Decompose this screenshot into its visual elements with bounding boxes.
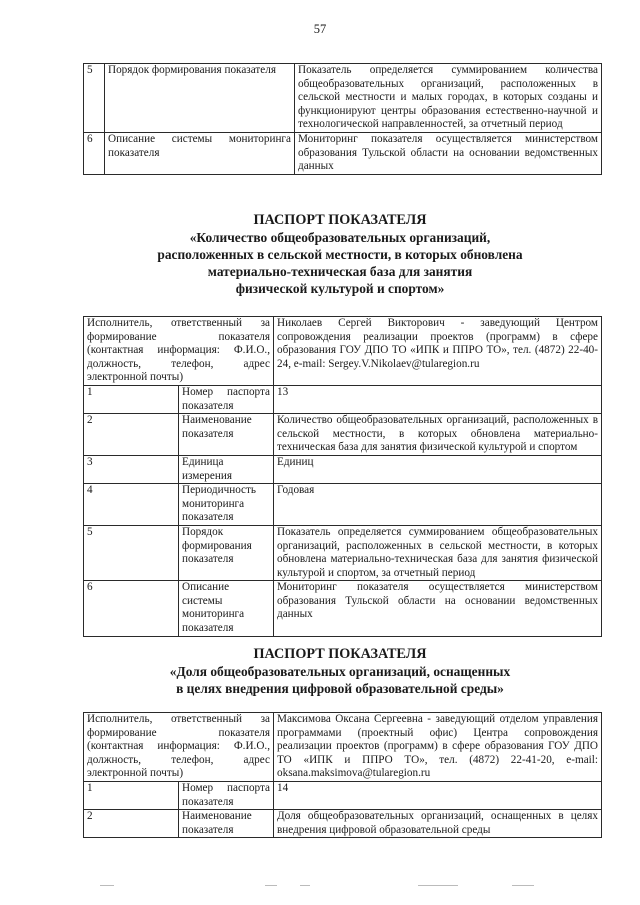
table-row [84,484,602,526]
table-row [84,64,602,133]
row-value: 13 [274,385,602,413]
passport2-title: ПАСПОРТ ПОКАЗАТЕЛЯ [253,646,427,662]
row-value: Доля общеобразовательных организаций, оснащенных в целях внедрения цифровой образовательной среды [274,810,602,838]
row-number: 1 [84,781,179,809]
executor-value: Максимова Оксана Сергеевна - заведующий отделом управления программами (проектный офис) Центра сопровождения реализации проектов (программ) в сфере образования ГОУ ДПО ТО «ИПК и ППРО ТО», тел. (4872) 22-41-20, e-mail: oksana.maksimova@tularegion.ru [274,713,602,782]
row-label: Периодичность мониторинга показателя [179,484,274,526]
continuation-table [83,63,602,175]
row-value: Единиц [274,455,602,483]
row-label: Наименование показателя [179,414,274,456]
table-row [84,132,602,174]
passport1-title: ПАСПОРТ ПОКАЗАТЕЛЯ [253,212,427,228]
row-value: 14 [274,781,602,809]
passport1-heading [60,212,620,297]
executor-value: Николаев Сергей Викторович - заведующий Центром сопровождения реализации проектов (программ) в сфере образования ГОУ ДПО ТО «ИПК и ППРО ТО», тел. (4872) 22-40-24, e-mail: Sergey.V.Nikolaev@tularegion.ru [274,317,602,386]
executor-row [84,713,602,782]
row-label: Описание системы мониторинга показателя [179,581,274,636]
row-number: 2 [84,414,179,456]
row-number: 6 [84,581,179,636]
row-value: Количество общеобразовательных организаций, расположенных в сельской местности, в которых обновлена материально-техническая база для занятия физической культурой и спортом [274,414,602,456]
row-value: Показатель определяется суммированием общеобразовательных организаций, расположенных в сельской местности, в которых обновлена материально-техническая база для занятия физической культурой и спортом, за отчетный период [274,525,602,580]
row-value: Годовая [274,484,602,526]
executor-label: Исполнитель, ответственный за формирование показателя (контактная информация: Ф.И.О., должность, телефон, адрес электронной почты) [84,317,274,386]
row-number: 6 [84,132,105,174]
passport2-subtitle-line: «Доля общеобразовательных организаций, оснащенных [169,664,511,679]
table-row [84,810,602,838]
table-row [84,455,602,483]
row-label: Описание системы мониторинга показателя [105,132,295,174]
row-label: Порядок формирования показателя [105,64,295,133]
row-number: 3 [84,455,179,483]
table-row [84,414,602,456]
page-number: 57 [313,22,327,36]
row-value: Мониторинг показателя осуществляется министерством образования Тульской области на основании ведомственных данных [274,581,602,636]
row-number: 2 [84,810,179,838]
executor-label: Исполнитель, ответственный за формирование показателя (контактная информация: Ф.И.О., должность, телефон, адрес электронной почты) [84,713,274,782]
scan-artifacts [0,885,640,891]
passport1-subtitle-line: материально-техническая база для занятия [207,264,473,279]
table-row [84,385,602,413]
table-row [84,525,602,580]
passport2-subtitle-line: в целях внедрения цифровой образовательной среды» [176,681,504,696]
row-label: Порядок формирования показателя [179,525,274,580]
passport2-heading [60,646,620,697]
table-row [84,581,602,636]
passport1-subtitle-line: «Количество общеобразовательных организаций, [189,230,491,245]
row-value: Мониторинг показателя осуществляется министерством образования Тульской области на основании ведомственных данных [295,132,602,174]
row-number: 4 [84,484,179,526]
table-row [84,781,602,809]
row-label: Номер паспорта показателя [179,385,274,413]
row-number: 1 [84,385,179,413]
passport1-subtitle-line: физической культурой и спортом» [235,281,445,296]
executor-row [84,317,602,386]
row-label: Единица измерения [179,455,274,483]
row-label: Наименование показателя [179,810,274,838]
row-label: Номер паспорта показателя [179,781,274,809]
passport2-table [83,712,602,838]
passport1-subtitle-line: расположенных в сельской местности, в которых обновлена [157,247,523,262]
row-number: 5 [84,64,105,133]
row-value: Показатель определяется суммированием количества общеобразовательных организаций, расположенных в сельской местности и малых городах, в которых созданы и функционируют центры образования естественно-научной и технологической направленностей, за отчетный период [295,64,602,133]
passport1-table [83,316,602,637]
row-number: 5 [84,525,179,580]
